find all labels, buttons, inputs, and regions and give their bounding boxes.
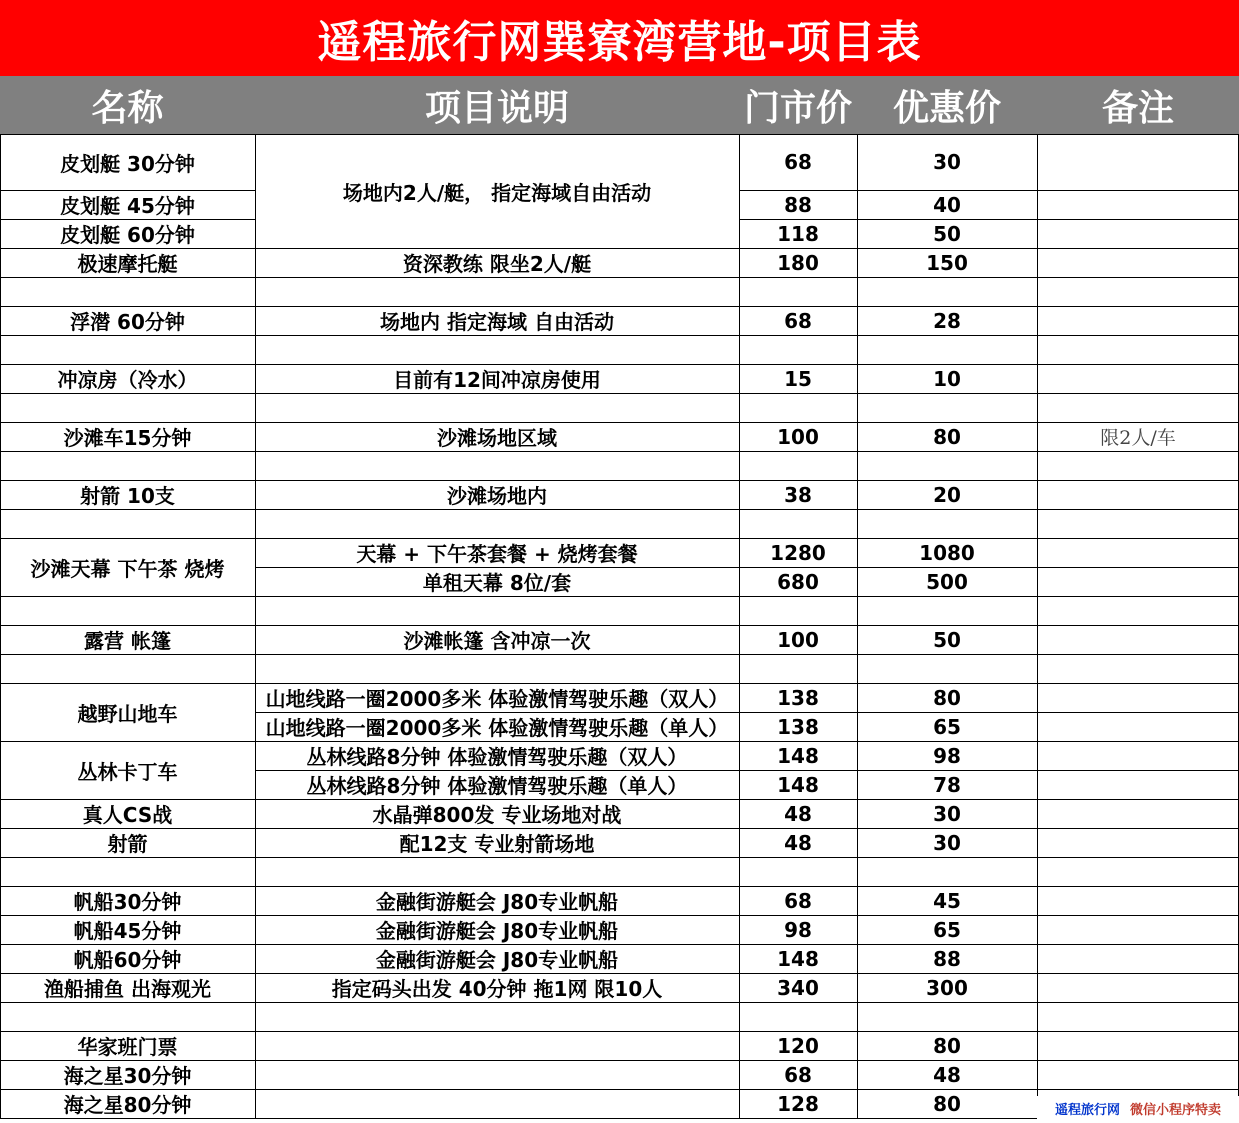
table-cell-name: 射箭 — [107, 832, 148, 856]
table-cell-discount — [857, 1002, 1037, 1031]
table-cell-desc: 金融街游艇会 J80专业帆船 — [375, 919, 619, 943]
table-cell-discount: 80 — [933, 1091, 961, 1116]
table-cell-desc: 场地内2人/艇， 指定海域自由活动 — [342, 180, 652, 205]
table-cell-discount: 150 — [926, 250, 968, 275]
table-cell-desc: 金融街游艇会 J80专业帆船 — [375, 890, 619, 914]
table-cell-market: 68 — [784, 888, 812, 913]
table-cell-market: 1280 — [770, 540, 826, 565]
table-cell-remark — [1037, 248, 1239, 277]
table-cell-remark — [1037, 915, 1239, 944]
table-cell-remark — [1037, 944, 1239, 973]
table-cell-name: 丛林卡丁车 — [77, 759, 178, 784]
table-cell-discount: 300 — [926, 975, 968, 1000]
page-title: 遥程旅行网巽寮湾营地-项目表 — [0, 0, 1239, 76]
table-cell-discount — [857, 277, 1037, 306]
table-cell-remark — [1037, 654, 1239, 683]
table-cell-name: 沙滩天幕 下午茶 烧烤 — [30, 556, 225, 581]
table-cell-market: 88 — [784, 192, 812, 217]
table-cell-discount: 10 — [933, 366, 961, 391]
table-cell-name: 皮划艇 30分钟 — [60, 151, 195, 176]
header-remark: 备注 — [1101, 87, 1174, 129]
table-cell-discount: 30 — [933, 801, 961, 826]
table-cell-discount — [857, 654, 1037, 683]
table-cell-desc — [255, 451, 739, 480]
table-cell-name: 海之星80分钟 — [63, 1093, 192, 1117]
table-cell-desc — [255, 857, 739, 886]
table-cell-desc: 沙滩场地区域 — [437, 426, 557, 450]
footer-channel: 微信小程序特卖 — [1130, 1102, 1222, 1118]
table-cell-discount: 50 — [933, 627, 961, 652]
table-cell-remark — [1037, 509, 1239, 538]
table-cell-name: 帆船30分钟 — [73, 890, 182, 914]
table-cell-remark — [1037, 190, 1239, 219]
table-cell-name — [0, 335, 255, 364]
table-cell-discount — [857, 596, 1037, 625]
table-cell-market: 118 — [777, 221, 819, 246]
table-cell-desc — [255, 1002, 739, 1031]
table-cell-remark — [1037, 1031, 1239, 1060]
table-cell-remark — [1037, 393, 1239, 422]
table-cell-discount: 80 — [933, 1033, 961, 1058]
table-cell-name: 浮潜 60分钟 — [70, 310, 185, 334]
table-cell-desc: 水晶弹800发 专业场地对战 — [372, 803, 622, 827]
table-cell-market: 100 — [777, 627, 819, 652]
table-cell-desc — [255, 1060, 739, 1089]
header-market-price: 门市价 — [743, 87, 852, 129]
table-cell-discount: 88 — [933, 946, 961, 971]
table-cell-name: 沙滩车15分钟 — [63, 426, 192, 450]
table-cell-desc: 天幕 + 下午茶套餐 + 烧烤套餐 — [356, 542, 638, 566]
table-cell-discount: 65 — [933, 714, 961, 739]
table-cell-market: 15 — [784, 366, 812, 391]
table-cell-remark — [1037, 451, 1239, 480]
table-cell-name: 冲凉房（冷水） — [57, 368, 198, 392]
table-cell-market: 68 — [784, 1062, 812, 1087]
table-cell-desc: 山地线路一圈2000多米 体验激情驾驶乐趣（单人） — [265, 716, 729, 740]
header-name: 名称 — [91, 87, 164, 129]
table-cell-name: 越野山地车 — [77, 701, 178, 726]
table-cell-desc: 丛林线路8分钟 体验激情驾驶乐趣（双人） — [306, 745, 688, 769]
table-cell-market: 180 — [777, 250, 819, 275]
table-cell-remark — [1037, 625, 1239, 654]
table-cell-name — [0, 393, 255, 422]
table-cell-name — [0, 654, 255, 683]
table-cell-desc: 山地线路一圈2000多米 体验激情驾驶乐趣（双人） — [265, 687, 729, 711]
table-cell-desc: 场地内 指定海域 自由活动 — [380, 310, 614, 334]
table-cell-remark — [1037, 886, 1239, 915]
table-cell-remark — [1037, 741, 1239, 770]
table-cell-desc — [255, 393, 739, 422]
table-cell-discount: 98 — [933, 743, 961, 768]
table-cell-name: 海之星30分钟 — [63, 1064, 192, 1088]
table-cell-name: 渔船捕鱼 出海观光 — [44, 977, 211, 1001]
table-cell-discount — [857, 451, 1037, 480]
table-cell-desc: 丛林线路8分钟 体验激情驾驶乐趣（单人） — [306, 774, 688, 798]
table-cell-name: 皮划艇 60分钟 — [60, 223, 195, 247]
table-cell-desc — [255, 654, 739, 683]
table-cell-discount: 45 — [933, 888, 961, 913]
table-cell-market: 48 — [784, 830, 812, 855]
table-cell-market — [739, 857, 857, 886]
table-cell-name — [0, 1002, 255, 1031]
table-cell-desc: 指定码头出发 40分钟 拖1网 限10人 — [331, 977, 663, 1001]
table-cell-market — [739, 335, 857, 364]
table-cell-remark — [1037, 480, 1239, 509]
table-cell-discount — [857, 857, 1037, 886]
table-cell-remark — [1037, 538, 1239, 567]
table-cell-market: 98 — [784, 917, 812, 942]
table-cell-remark: 限2人/车 — [1100, 427, 1176, 449]
table-cell-remark — [1037, 683, 1239, 712]
table-cell-remark — [1037, 567, 1239, 596]
table-cell-desc — [255, 596, 739, 625]
table-cell-market: 138 — [777, 714, 819, 739]
table-cell-desc: 资深教练 限坐2人/艇 — [402, 252, 592, 276]
table-cell-discount — [857, 509, 1037, 538]
table-cell-desc: 单租天幕 8位/套 — [422, 571, 572, 595]
table-cell-discount: 65 — [933, 917, 961, 942]
table-cell-discount — [857, 335, 1037, 364]
table-cell-name — [0, 857, 255, 886]
header-discount-price: 优惠价 — [892, 87, 1001, 129]
table-cell-name — [0, 596, 255, 625]
table-cell-desc — [255, 1089, 739, 1118]
table-cell-market: 48 — [784, 801, 812, 826]
table-cell-name: 皮划艇 45分钟 — [60, 194, 195, 218]
table-cell-market — [739, 654, 857, 683]
table-cell-market: 68 — [784, 150, 812, 174]
table-cell-desc: 目前有12间冲凉房使用 — [393, 368, 601, 392]
table-cell-remark — [1037, 364, 1239, 393]
table-cell-market: 120 — [777, 1033, 819, 1058]
table-cell-desc: 金融街游艇会 J80专业帆船 — [375, 948, 619, 972]
table-cell-name: 帆船45分钟 — [73, 919, 182, 943]
table-cell-name: 帆船60分钟 — [73, 948, 182, 972]
table-cell-discount: 30 — [933, 150, 961, 174]
table-cell-market: 38 — [784, 482, 812, 507]
table-cell-discount: 50 — [933, 221, 961, 246]
table-cell-name — [0, 277, 255, 306]
table-cell-market — [739, 451, 857, 480]
table-cell-remark — [1037, 857, 1239, 886]
table-cell-name: 极速摩托艇 — [77, 252, 178, 276]
table-cell-market — [739, 509, 857, 538]
table-cell-desc — [255, 509, 739, 538]
table-cell-remark — [1037, 277, 1239, 306]
table-cell-market: 100 — [777, 424, 819, 449]
table-cell-desc — [255, 335, 739, 364]
table-cell-market: 340 — [777, 975, 819, 1000]
table-cell-discount: 80 — [933, 685, 961, 710]
header-desc: 项目说明 — [424, 87, 569, 129]
table-cell-discount: 48 — [933, 1062, 961, 1087]
table-cell-remark — [1037, 335, 1239, 364]
table-cell-discount: 500 — [926, 569, 968, 594]
table-cell-desc: 沙滩帐篷 含冲凉一次 — [403, 629, 591, 653]
table-cell-desc — [255, 277, 739, 306]
table-cell-market — [739, 1002, 857, 1031]
table-cell-discount: 30 — [933, 830, 961, 855]
table-cell-discount — [857, 393, 1037, 422]
table-cell-market — [739, 393, 857, 422]
table-cell-remark — [1037, 219, 1239, 248]
table-cell-name — [0, 451, 255, 480]
table-cell-market: 68 — [784, 308, 812, 333]
table-cell-market — [739, 596, 857, 625]
table-cell-remark — [1037, 306, 1239, 335]
table-cell-discount: 40 — [933, 192, 961, 217]
table-cell-remark — [1037, 799, 1239, 828]
table-cell-discount: 20 — [933, 482, 961, 507]
table-cell-desc: 沙滩场地内 — [447, 484, 547, 508]
table-cell-discount: 28 — [933, 308, 961, 333]
table-cell-discount: 1080 — [919, 540, 975, 565]
table-cell-market: 148 — [777, 772, 819, 797]
table-cell-desc — [255, 1031, 739, 1060]
table-cell-remark — [1037, 1002, 1239, 1031]
table-cell-name: 射箭 10支 — [80, 484, 175, 508]
table-cell-name: 华家班门票 — [77, 1035, 178, 1059]
table-cell-market: 128 — [777, 1091, 819, 1116]
table-cell-market: 148 — [777, 946, 819, 971]
table-cell-market: 138 — [777, 685, 819, 710]
table-cell-name — [0, 509, 255, 538]
table-cell-name: 露营 帐篷 — [84, 629, 171, 653]
footer-brand: 遥程旅行网 — [1054, 1102, 1120, 1118]
table-cell-market — [739, 277, 857, 306]
table-cell-discount: 78 — [933, 772, 961, 797]
table-cell-remark — [1037, 712, 1239, 741]
table-cell-remark — [1037, 1060, 1239, 1089]
table-cell-discount: 80 — [933, 424, 961, 449]
footer-brand-stamp — [1037, 1096, 1239, 1120]
table-cell-remark — [1037, 770, 1239, 799]
table-cell-remark — [1037, 134, 1239, 190]
table-cell-desc: 配12支 专业射箭场地 — [399, 832, 595, 856]
table-cell-remark — [1037, 596, 1239, 625]
table-cell-name: 真人CS战 — [82, 803, 173, 827]
table-cell-remark — [1037, 828, 1239, 857]
table-cell-remark — [1037, 973, 1239, 1002]
table-cell-market: 680 — [777, 569, 819, 594]
table-cell-market: 148 — [777, 743, 819, 768]
